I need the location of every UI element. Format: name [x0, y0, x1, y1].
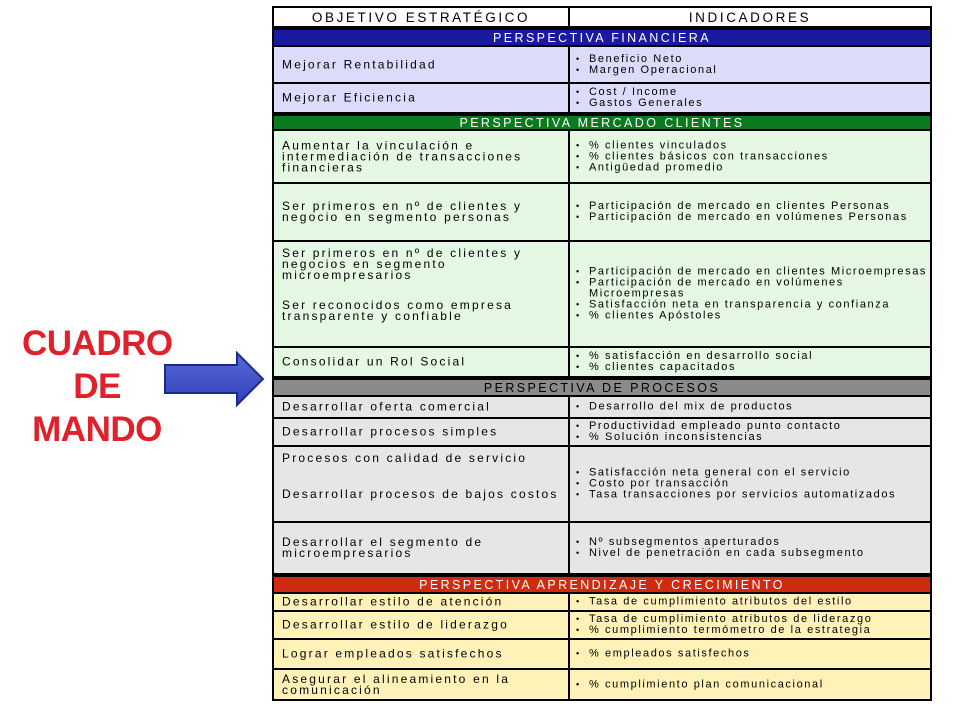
objetivo-text: Desarrollar el segmento de microempresarios [282, 535, 484, 560]
objetivo-cell [274, 612, 570, 638]
table-row [272, 640, 932, 670]
indicador-item: • Participación de mercado en volúmenes Microempresas [576, 278, 928, 300]
objetivo-cell [274, 419, 570, 445]
objetivo-text: Ser primeros en nº de clientes y negocio en segmento personas [282, 199, 523, 224]
table-row [272, 447, 932, 523]
table-row [272, 670, 932, 701]
indicadores-cell [570, 594, 930, 610]
objetivo-cell [274, 640, 570, 668]
table-row [272, 131, 932, 184]
indicadores-list [576, 87, 928, 109]
indicadores-cell [570, 397, 930, 417]
indicador-item: • Tasa de cumplimiento atributos del estilo [576, 597, 928, 608]
objetivo-cell [274, 447, 570, 521]
indicadores-cell [570, 612, 930, 638]
table-row [272, 397, 932, 419]
objetivo-text: Desarrollar procesos de bajos costos [282, 487, 559, 501]
table-row [272, 523, 932, 575]
objetivo-cell [274, 348, 570, 376]
side-label-line: DE [73, 367, 121, 406]
indicador-item: • % clientes capacitados [576, 362, 928, 373]
objetivo-text: Desarrollar oferta comercial [282, 399, 491, 414]
table-row [272, 348, 932, 378]
indicador-item: • Participación de mercado en clientes Personas [576, 201, 928, 212]
objetivo-cell [274, 523, 570, 573]
indicadores-list [576, 267, 928, 322]
indicador-item: • Satisfacción neta en transparencia y confianza [576, 300, 928, 311]
indicadores-list [576, 597, 928, 608]
table-header [272, 6, 932, 28]
indicadores-cell [570, 242, 930, 346]
indicador-item: • Cost / Income [576, 87, 928, 98]
objetivo-text: Lograr empleados satisfechos [282, 646, 504, 661]
indicador-item: • % empleados satisfechos [576, 649, 928, 660]
indicador-item: • Productividad empleado punto contacto [576, 421, 928, 432]
table-row [272, 47, 932, 84]
indicador-item: • Costo por transacción [576, 479, 928, 490]
indicadores-list [576, 140, 928, 173]
indicadores-list [576, 201, 928, 223]
indicadores-list [576, 614, 928, 636]
indicadores-cell [570, 447, 930, 521]
indicador-item: • Nº subsegmentos aperturados [576, 537, 928, 548]
table-row [272, 419, 932, 447]
indicadores-cell [570, 131, 930, 182]
objetivo-cell [274, 84, 570, 112]
indicador-item: • % clientes vinculados [576, 140, 928, 151]
table-row [272, 242, 932, 348]
indicadores-list [576, 54, 928, 76]
perspective-band-procesos: PERSPECTIVA DE PROCESOS [272, 378, 932, 397]
side-label-line: CUADRO [22, 324, 173, 363]
indicador-item: • % clientes básicos con transacciones [576, 151, 928, 162]
table-row [272, 184, 932, 242]
indicadores-cell [570, 348, 930, 376]
header-indicadores: INDICADORES [688, 9, 812, 25]
right-arrow-icon [163, 351, 267, 407]
indicador-item: • Nivel de penetración en cada subsegmento [576, 548, 928, 559]
indicador-item: • Antigüedad promedio [576, 162, 928, 173]
indicadores-list [576, 468, 928, 501]
indicador-item: • % cumplimiento termómetro de la estrategia [576, 625, 928, 636]
indicador-item: • % cumplimiento plan comunicacional [576, 679, 928, 690]
perspective-band-clientes: PERSPECTIVA MERCADO CLIENTES [272, 114, 932, 131]
objetivo-cell [274, 131, 570, 182]
indicador-item: • Beneficio Neto [576, 54, 928, 65]
indicadores-cell [570, 523, 930, 573]
table-row [272, 612, 932, 640]
indicadores-cell [570, 419, 930, 445]
objetivo-cell [274, 184, 570, 240]
indicadores-cell [570, 184, 930, 240]
balanced-scorecard-table [272, 6, 932, 701]
header-objetivo: OBJETIVO ESTRATÉGICO [274, 8, 570, 26]
indicador-item: • Tasa de cumplimiento atributos de liderazgo [576, 614, 928, 625]
objetivo-text: Desarrollar procesos simples [282, 424, 499, 439]
indicadores-cell [570, 640, 930, 668]
indicadores-list [576, 402, 928, 413]
table-row [272, 84, 932, 114]
objetivo-text: Ser reconocidos como empresa transparente y confiable [282, 298, 514, 323]
objetivo-cell [274, 670, 570, 699]
indicadores-list [576, 351, 928, 373]
objetivo-cell [274, 242, 570, 346]
indicador-item: • Desarrollo del mix de productos [576, 402, 928, 413]
indicador-item: • Tasa transacciones por servicios automatizados [576, 490, 928, 501]
objetivo-text: Asegurar el alineamiento en la comunicación [282, 671, 511, 697]
perspective-band-aprendizaje: PERSPECTIVA APRENDIZAJE Y CRECIMIENTO [272, 575, 932, 594]
indicadores-cell [570, 670, 930, 699]
indicador-item: • Participación de mercado en clientes Microempresas [576, 267, 928, 278]
indicador-item: • % Solución inconsistencias [576, 432, 928, 443]
objetivo-text: Desarrollar estilo de liderazgo [282, 617, 509, 632]
objetivo-text: Aumentar la vinculación e intermediación de transacciones financieras [282, 138, 523, 174]
indicadores-cell [570, 84, 930, 112]
indicador-item: • Margen Operacional [576, 65, 928, 76]
indicador-item: • Participación de mercado en volúmenes Personas [576, 212, 928, 223]
perspective-band-financiera: PERSPECTIVA FINANCIERA [272, 28, 932, 47]
objetivo-text: Ser primeros en nº de clientes y negocios en segmento microempresarios [282, 246, 523, 282]
objetivo-text: Consolidar un Rol Social [282, 354, 467, 369]
indicador-item: • Gastos Generales [576, 98, 928, 109]
table-row [272, 594, 932, 612]
objetivo-text: Desarrollar estilo de atención [282, 594, 504, 609]
indicadores-list [576, 649, 928, 660]
objetivo-cell [274, 397, 570, 417]
objetivo-text: Mejorar Rentabilidad [282, 57, 437, 71]
indicadores-list [576, 421, 928, 443]
indicador-item: • % satisfacción en desarrollo social [576, 351, 928, 362]
indicadores-list [576, 537, 928, 559]
objetivo-text: Procesos con calidad de servicio [282, 451, 528, 465]
side-label-line: MANDO [32, 410, 162, 449]
indicadores-cell [570, 47, 930, 82]
indicador-item: • Satisfacción neta general con el servicio [576, 468, 928, 479]
objetivo-cell [274, 594, 570, 610]
indicador-item: • % clientes Apóstoles [576, 311, 928, 322]
objetivo-cell [274, 47, 570, 82]
objetivo-text: Mejorar Eficiencia [282, 90, 417, 105]
indicadores-list [576, 679, 928, 690]
cuadro-de-mando-label [22, 322, 172, 451]
